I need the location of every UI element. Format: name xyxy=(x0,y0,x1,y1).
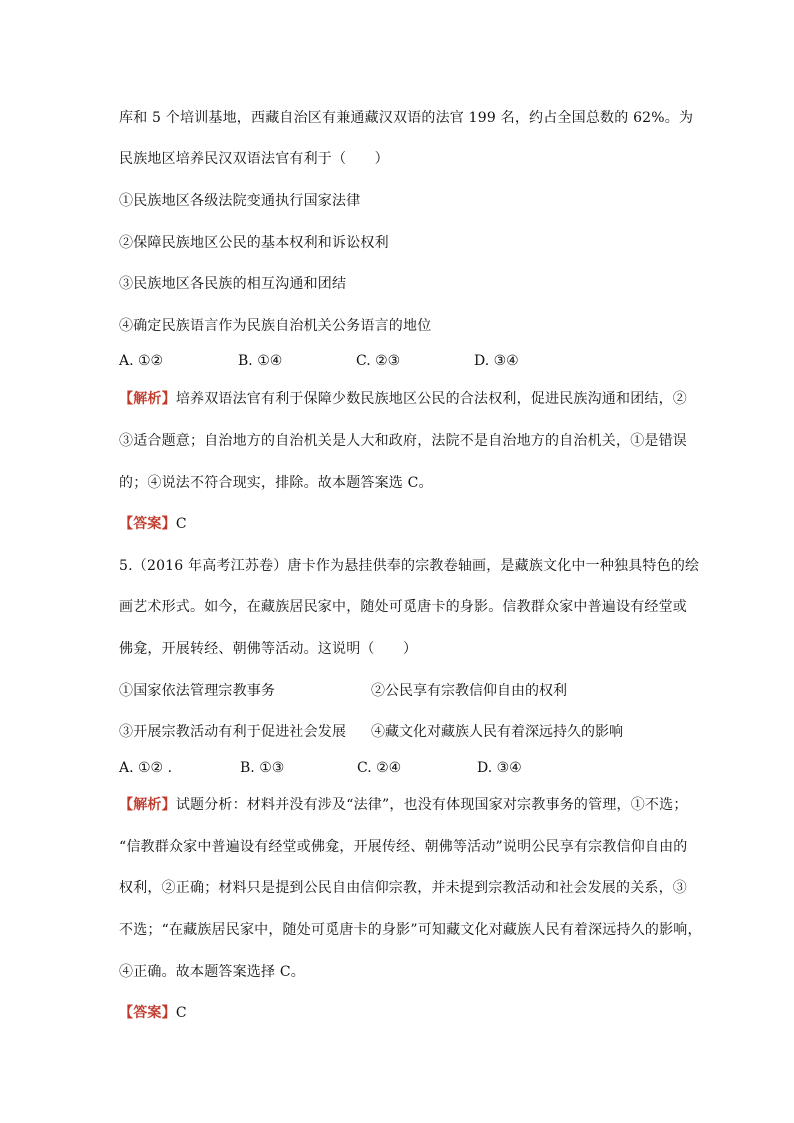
q4-stem-line-1: 库和 5 个培训基地，西藏自治区有兼通藏汉双语的法官 199 名，约占全国总数的 62%。为 xyxy=(119,110,694,126)
q5-item-1: ①国家依法管理宗教事务 xyxy=(119,683,276,699)
q4-item-2: ②保障民族地区公民的基本权利和诉讼权利 xyxy=(119,235,389,251)
q5-answer xyxy=(119,1003,187,1023)
q5-item-4: ④藏文化对藏族人民有着深远持久的影响 xyxy=(371,724,623,740)
q5-analysis-line-2: “信教群众家中普遍设有经堂或佛龛，开展传经、朝佛等活动”说明公民享有宗教信仰自由的 xyxy=(119,839,688,855)
q4-analysis-line-2: ③适合题意；自治地方的自治机关是人大和政府，法院不是自治地方的自治机关，①是错误 xyxy=(119,433,687,449)
q5-item-3: ③开展宗教活动有利于促进社会发展 xyxy=(119,724,347,740)
q5-analysis-tag: 【解析】 xyxy=(119,797,176,813)
q4-stem-line-2: 民族地区培养民汉双语法官有利于（ ） xyxy=(119,151,389,167)
q4-choice-a: A. ①② xyxy=(119,353,164,369)
q4-analysis-tag: 【解析】 xyxy=(119,391,176,407)
q5-analysis-line-5: ④正确。故本题答案选择 C。 xyxy=(119,964,305,980)
q4-answer-tag: 【答案】 xyxy=(119,516,176,532)
q5-item-2: ②公民享有宗教信仰自由的权利 xyxy=(371,683,567,699)
q5-analysis-line-1: 【解析】试题分析：材料并没有涉及“法律”，也没有体现国家对宗教事务的管理，①不选； xyxy=(119,797,688,813)
q5-choice-c: C. ②④ xyxy=(357,760,402,776)
q5-stem-line-1: 5.（2016 年高考江苏卷）唐卡作为悬挂供奉的宗教卷轴画，是藏族文化中一种独具特色的绘 xyxy=(119,558,700,574)
q5-answer-tag: 【答案】 xyxy=(119,1005,176,1021)
q5-stem-line-3: 佛龛，开展转经、朝佛等活动。这说明（ ） xyxy=(119,641,418,657)
q5-stem-line-2: 画艺术形式。如今，在藏族居民家中，随处可觅唐卡的身影。信教群众家中普遍设有经堂或 xyxy=(119,599,687,615)
q4-choice-c: C. ②③ xyxy=(356,353,401,369)
q5-choice-b: B. ①③ xyxy=(240,760,285,776)
q4-item-3: ③民族地区各民族的相互沟通和团结 xyxy=(119,276,347,292)
q4-answer-value: C xyxy=(175,516,187,532)
q5-analysis-line-4: 不选；“在藏族居民家中，随处可觅唐卡的身影”可知藏文化对藏族人民有着深远持久的影响， xyxy=(119,922,702,938)
q4-choice-d: D. ③④ xyxy=(474,353,519,369)
q4-analysis-line-1: 【解析】培养双语法官有利于保障少数民族地区公民的合法权利，促进民族沟通和团结，② xyxy=(119,391,688,407)
q4-item-1: ①民族地区各级法院变通执行国家法律 xyxy=(119,193,361,209)
q4-item-4: ④确定民族语言作为民族自治机关公务语言的地位 xyxy=(119,318,432,334)
q5-answer-value: C xyxy=(175,1005,187,1021)
q4-choice-b: B. ①④ xyxy=(238,353,283,369)
q4-analysis-line-3: 的；④说法不符合现实，排除。故本题答案选 C。 xyxy=(119,475,433,491)
q4-answer xyxy=(119,514,187,534)
q5-analysis-line-3: 权利，②正确；材料只是提到公民自由信仰宗教，并未提到宗教活动和社会发展的关系，③ xyxy=(119,880,687,896)
q5-choice-a: A. ①② . xyxy=(119,760,173,776)
q5-choice-d: D. ③④ xyxy=(477,760,522,776)
